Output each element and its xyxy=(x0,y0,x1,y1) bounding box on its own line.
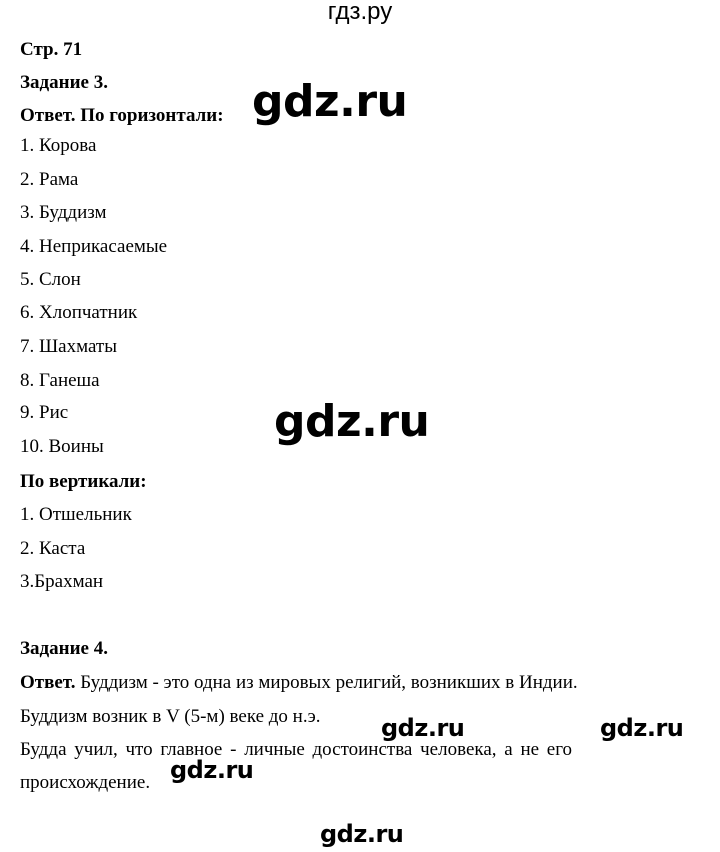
horizontal-item: 6. Хлопчатник xyxy=(20,302,138,323)
task4-answer-label: Ответ. xyxy=(20,672,76,693)
watermark-small-2: gdz.ru xyxy=(600,714,684,742)
task4-line4: происхождение. xyxy=(20,772,151,793)
horizontal-item: 3. Буддизм xyxy=(20,202,107,223)
task3-answer-prefix: Ответ. По горизонтали: xyxy=(20,105,224,126)
task4-title: Задание 4. xyxy=(20,638,108,659)
horizontal-item: 1. Корова xyxy=(20,135,97,156)
vertical-item: 3.Брахман xyxy=(20,571,104,592)
task4-line2: Буддизм возник в V (5-м) веке до н.э. xyxy=(20,706,321,727)
vertical-item: 2. Каста xyxy=(20,538,86,559)
vertical-title: По вертикали: xyxy=(20,471,147,492)
vertical-item: 1. Отшельник xyxy=(20,504,132,525)
horizontal-item: 10. Воины xyxy=(20,436,104,457)
watermark-small-3: gdz.ru xyxy=(170,756,254,784)
horizontal-item: 2. Рама xyxy=(20,169,79,190)
watermark-middle: gdz.ru xyxy=(274,396,430,447)
horizontal-item: 7. Шахматы xyxy=(20,336,118,357)
watermark-top: gdz.ru xyxy=(252,76,408,127)
task4-answer-line1 xyxy=(20,671,578,695)
horizontal-item: 8. Ганеша xyxy=(20,370,100,391)
task3-title: Задание 3. xyxy=(20,72,108,93)
horizontal-item: 4. Неприкасаемые xyxy=(20,236,168,257)
task4-line3: Будда учил, что главное - личные достоинства человека, а не его xyxy=(20,739,573,760)
horizontal-item: 9. Рис xyxy=(20,402,69,423)
watermark-small-1: gdz.ru xyxy=(381,714,465,742)
horizontal-item: 5. Слон xyxy=(20,269,81,290)
site-header: гдз.ру xyxy=(327,0,393,25)
page-ref: Стр. 71 xyxy=(20,39,83,60)
watermark-bottom: gdz.ru xyxy=(320,820,404,848)
task4-answer-text: Буддизм - это одна из мировых религий, возникших в Индии. xyxy=(75,672,578,693)
